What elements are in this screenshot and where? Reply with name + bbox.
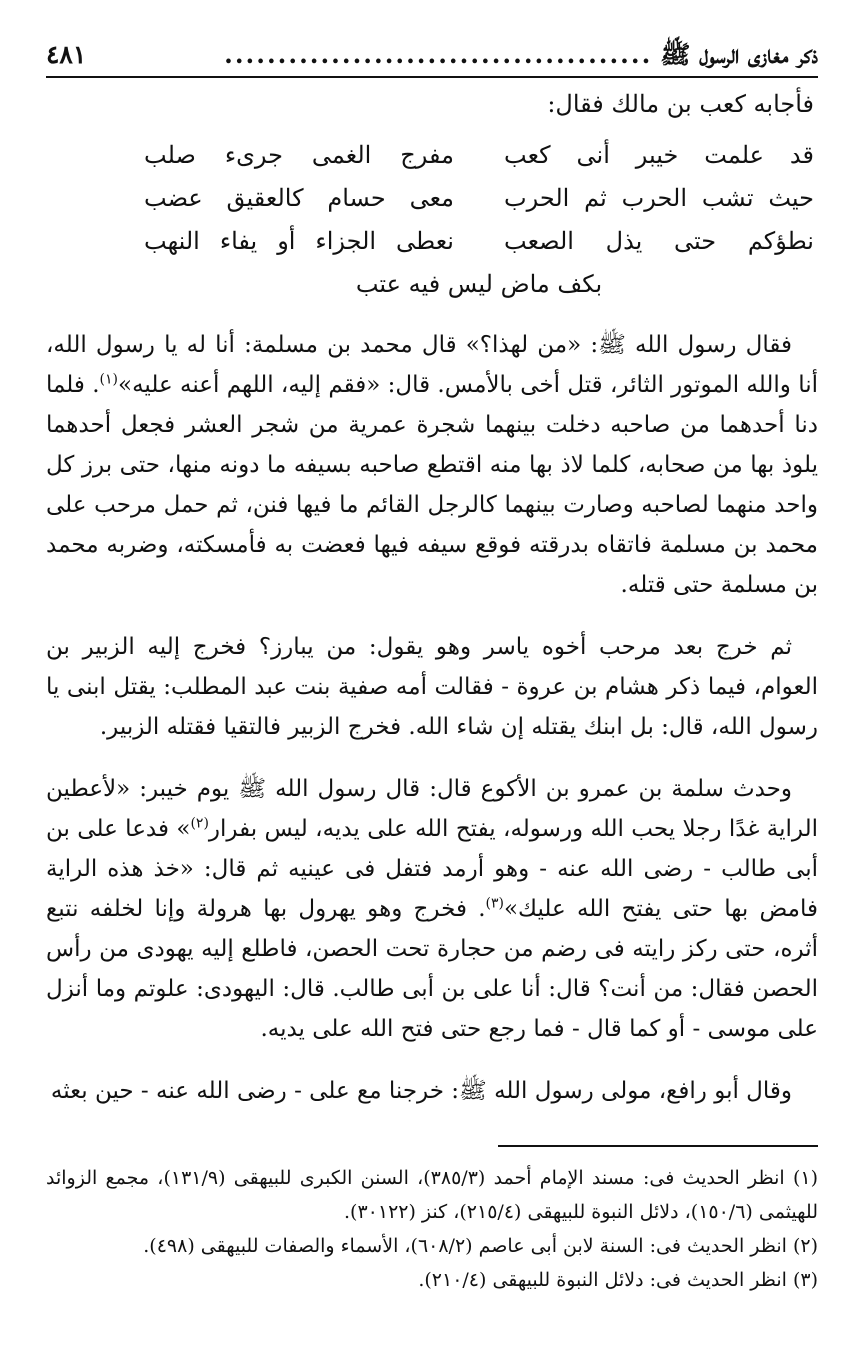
verse-first-hemistich: نطؤكم حتى يذل الصعب bbox=[504, 227, 814, 255]
verse-first-hemistich: قد علمت خيبر أنى كعب bbox=[504, 141, 814, 169]
poem-introduction: فأجابه كعب بن مالك فقال: bbox=[547, 90, 814, 118]
footnote-separator bbox=[498, 1145, 818, 1147]
paragraph-text: فقال رسول الله ﷺ: «من لهذا؟» قال محمد بن مسلمة: أنا له يا رسول الله، أنا والله الموتور الثائر، قتل أخى بالأمس. قال: «فقم إليه، اللهم أعنه عليه» bbox=[46, 332, 818, 398]
dot-leader: ........................................ bbox=[224, 40, 653, 69]
verse-second-hemistich: مفرج الغمى جرىء صلب bbox=[144, 141, 454, 169]
poem-verse bbox=[144, 220, 814, 263]
paragraph-text: . فلما دنا أحدهما من صاحبه دخلت بينهما شجرة عمرية من شجر العشر فجعل أحدهما يلوذ بها من صحابه، كلما لاذ بها منه اقتطع صاحبه بسيفه ما دونه منها، حتى برز كل واحد منهما لصاحبه وصارت بينهما كالرجل القائم ما فيها فنن، ثم حمل مرحب على محمد بن مسلمة فاتقاه بدرقته فوقع سيفه فيها فعضت به فأمسكته، وضربه محمد بن مسلمة حتى قتله. bbox=[46, 372, 818, 598]
verse-second-hemistich: معى حسام كالعقيق عضب bbox=[144, 184, 454, 212]
footnote-1: (١) انظر الحديث فى: مسند الإمام أحمد (٣٨٥/٣)، السنن الكبرى للبيهقى (١٣١/٩)، مجمع الزوائد للهيثمى (١٥٠/٦)، دلائل النبوة للبيهقى (٢١٥/٤)، كنز (٣٠١٢٢). bbox=[46, 1167, 818, 1223]
paragraph-text: وحدث سلمة بن عمرو بن الأكوع قال: قال رسول الله ﷺ يوم خيبر: «لأعطين الراية غدًا رجلا يحب الله ورسوله، يفتح الله على يديه، ليس بفرار bbox=[46, 776, 818, 842]
poem-verse bbox=[144, 177, 814, 220]
footnote-3: (٣) انظر الحديث فى: دلائل النبوة للبيهقى (٢١٠/٤). bbox=[418, 1269, 818, 1291]
footnotes bbox=[46, 1161, 818, 1297]
body-paragraph-1 bbox=[46, 325, 818, 605]
paragraph-text: » فدعا على بن أبى طالب - رضى الله عنه - وهو أرمد فتفل فى عينيه ثم قال: «خذ هذه الراية فامض بها حتى يفتح الله عليك» bbox=[46, 816, 819, 922]
body-paragraph-4: وقال أبو رافع، مولى رسول الله ﷺ: خرجنا مع على - رضى الله عنه - حين بعثه bbox=[50, 1078, 792, 1104]
running-header-title: ذكر مغازى الرسول ﷺ bbox=[660, 40, 818, 69]
footnote-marker: (٣) bbox=[485, 895, 504, 912]
body-paragraph-3 bbox=[46, 769, 818, 1049]
book-page bbox=[46, 38, 818, 1297]
poem-block bbox=[144, 134, 814, 305]
page-number: ٤٨١ bbox=[46, 40, 87, 69]
body-paragraph-2: ثم خرج بعد مرحب أخوه ياسر وهو يقول: من يبارز؟ فخرج إليه الزبير بن العوام، فيما ذكر هشام بن عروة - فقالت أمه صفية بنت عبد المطلب: يقتل ابنى يا رسول الله، قال: بل ابنك يقتله إن شاء الله. فخرج الزبير فالتقيا فقتله الزبير. bbox=[46, 634, 818, 740]
poem-final-line: بكف ماض ليس فيه عتب bbox=[355, 270, 603, 298]
poem-verse bbox=[144, 134, 814, 177]
footnote-marker: (١) bbox=[99, 371, 119, 388]
verse-first-hemistich: حيث تشب الحرب ثم الحرب bbox=[504, 184, 814, 212]
footnote-2: (٢) انظر الحديث فى: السنة لابن أبى عاصم (٦٠٨/٢)، الأسماء والصفات للبيهقى (٤٩٨). bbox=[143, 1235, 818, 1257]
paragraph-text: . فخرج وهو يهرول بها هرولة وإنا لخلفه نتبع أثره، حتى ركز رايته فى رضم من حجارة تحت الحصن، فاطلع إليه يهودى من رأس الحصن فقال: من أنت؟ قال: أنا على بن أبى طالب. قال: اليهودى: علوتم وما أنزل على موسى - أو كما قال - فما رجع حتى فتح الله على يديه. bbox=[46, 896, 818, 1042]
footnote-marker: (٢) bbox=[190, 815, 209, 832]
verse-second-hemistich: نعطى الجزاء أو يفاء النهب bbox=[144, 227, 454, 255]
running-header bbox=[46, 38, 818, 78]
